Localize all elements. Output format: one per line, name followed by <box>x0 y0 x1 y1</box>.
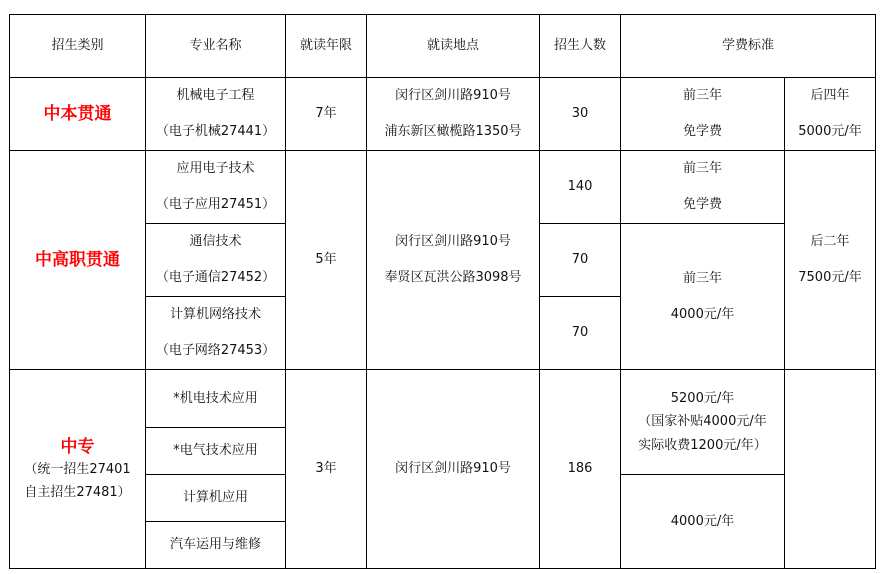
table-row-zhongben <box>10 78 876 151</box>
fee-cell <box>621 78 785 151</box>
major-cell <box>146 151 286 224</box>
fee-amount: 4000元/年 <box>670 306 735 322</box>
header-years: 就读年限 <box>286 15 367 78</box>
fee-cell <box>785 78 876 151</box>
major-code: （电子通信27452） <box>155 270 276 285</box>
count-cell: 70 <box>540 297 621 370</box>
header-major: 专业名称 <box>146 15 286 78</box>
fee-period: 后二年 <box>810 234 850 250</box>
fee-amount: 免学费 <box>682 124 722 139</box>
fee-cell <box>621 151 785 224</box>
fee-cell-empty <box>785 370 876 569</box>
fee-note: （国家补贴4000元/年 <box>638 414 767 430</box>
table-row-zhongzhuan <box>10 370 876 428</box>
location-cell <box>367 78 540 151</box>
location-line: 闵行区剑川路910号 <box>395 88 511 104</box>
header-fee: 学费标准 <box>621 15 876 78</box>
count-cell: 140 <box>540 151 621 224</box>
fee-amount: 5200元/年 <box>670 390 735 406</box>
years-cell: 5年 <box>286 151 367 370</box>
header-category: 招生类别 <box>10 15 146 78</box>
major-code: （电子机械27441） <box>155 124 276 139</box>
header-row <box>10 15 876 78</box>
fee-cell <box>621 224 785 370</box>
major-code: （电子网络27453） <box>155 343 276 358</box>
category-label: 中专 <box>60 437 95 458</box>
category-cell <box>10 151 146 370</box>
count-cell: 186 <box>540 370 621 569</box>
fee-period: 前三年 <box>682 88 722 104</box>
fee-amount: 5000元/年 <box>798 124 862 139</box>
fee-period: 后四年 <box>810 88 850 104</box>
major-code: （电子应用27451） <box>155 197 276 212</box>
location-line: 奉贤区瓦洪公路3098号 <box>384 270 522 285</box>
count-cell: 70 <box>540 224 621 297</box>
location-line: 闵行区剑川路910号 <box>395 234 511 250</box>
years-cell: 3年 <box>286 370 367 569</box>
years-cell: 7年 <box>286 78 367 151</box>
major-name: 计算机网络技术 <box>169 307 261 323</box>
category-label: 中本贯通 <box>43 103 112 124</box>
header-location: 就读地点 <box>367 15 540 78</box>
enrollment-table <box>9 14 876 569</box>
fee-amount: 免学费 <box>682 197 722 212</box>
major-cell <box>146 297 286 370</box>
major-name: 机械电子工程 <box>176 88 255 104</box>
fee-cell: 4000元/年 <box>621 475 785 569</box>
fee-cell <box>785 151 876 370</box>
fee-amount: 7500元/年 <box>798 270 862 285</box>
major-cell: *机电技术应用 <box>146 370 286 428</box>
major-name: 应用电子技术 <box>176 161 255 177</box>
major-cell <box>146 224 286 297</box>
count-cell: 30 <box>540 78 621 151</box>
table-row-zhonggao <box>10 151 876 224</box>
category-note: 自主招生27481） <box>24 485 131 501</box>
category-label: 中高职贯通 <box>35 249 120 270</box>
category-cell <box>10 78 146 151</box>
major-cell: 计算机应用 <box>146 475 286 522</box>
fee-cell <box>621 370 785 475</box>
major-name: 通信技术 <box>189 234 242 250</box>
location-cell: 闵行区剑川路910号 <box>367 370 540 569</box>
category-note: （统一招生27401 <box>24 461 131 477</box>
major-cell: 汽车运用与维修 <box>146 522 286 569</box>
location-line: 浦东新区橄榄路1350号 <box>384 124 522 139</box>
fee-note: 实际收费1200元/年） <box>638 437 767 453</box>
major-cell <box>146 78 286 151</box>
fee-period: 前三年 <box>682 161 722 177</box>
category-cell <box>10 370 146 569</box>
major-cell: *电气技术应用 <box>146 428 286 475</box>
location-cell <box>367 151 540 370</box>
fee-period: 前三年 <box>682 270 722 286</box>
header-count: 招生人数 <box>540 15 621 78</box>
